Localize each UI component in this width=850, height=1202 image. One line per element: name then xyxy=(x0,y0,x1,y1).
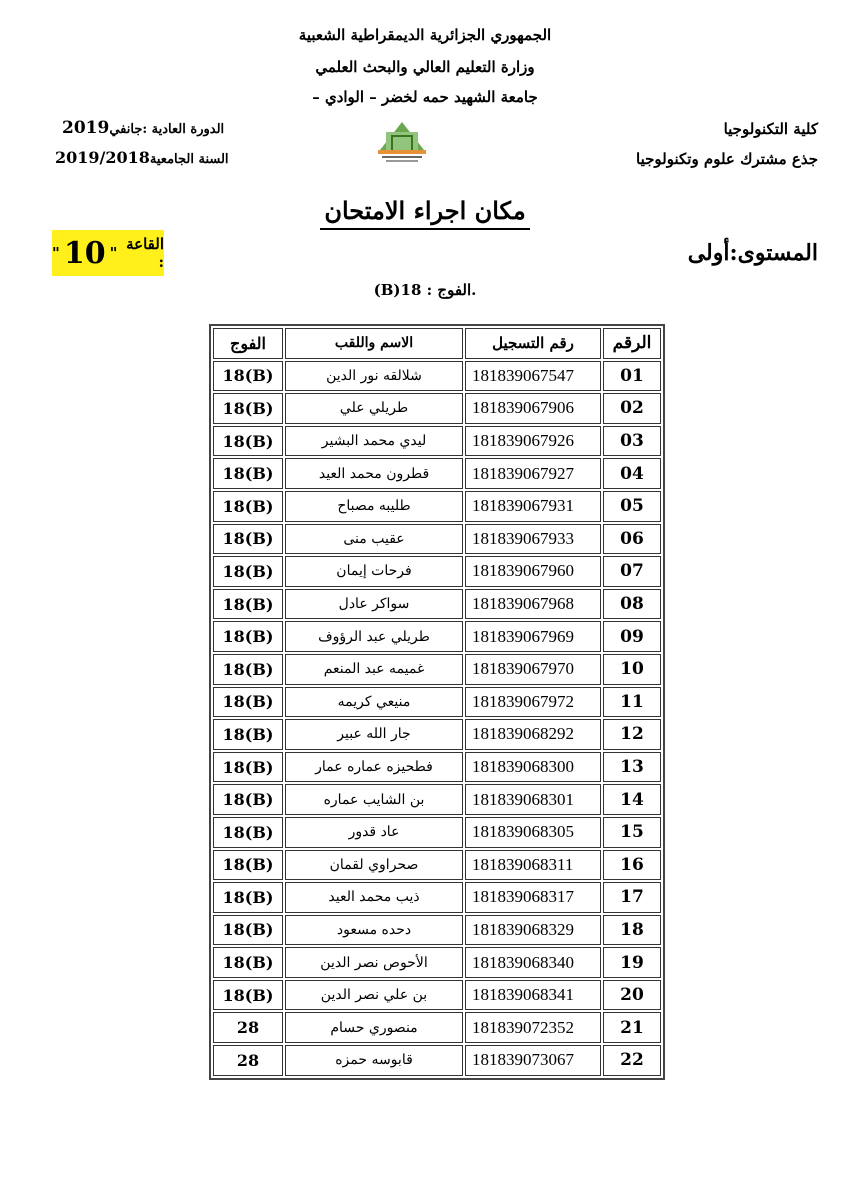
table-row xyxy=(213,752,661,783)
table-row xyxy=(213,1012,661,1043)
row-group: 18(B) xyxy=(213,556,283,587)
row-num: 15 xyxy=(603,817,661,848)
row-name: ليدي محمد البشير xyxy=(285,426,463,457)
republic-title: الجمهوري الجزائرية الديمقراطية الشعبية xyxy=(298,26,552,44)
row-reg: 181839067906 xyxy=(465,393,601,424)
row-num: 06 xyxy=(603,524,661,555)
row-name: قطرون محمد العيد xyxy=(285,458,463,489)
session-label xyxy=(62,118,224,138)
students-table xyxy=(209,324,665,1080)
row-group: 18(B) xyxy=(213,524,283,555)
row-group: 18(B) xyxy=(213,491,283,522)
row-group: 18(B) xyxy=(213,980,283,1011)
row-reg: 181839067968 xyxy=(465,589,601,620)
row-num: 11 xyxy=(603,687,661,718)
row-num: 13 xyxy=(603,752,661,783)
row-reg: 181839067547 xyxy=(465,361,601,392)
table-row xyxy=(213,980,661,1011)
row-group: 28 xyxy=(213,1045,283,1076)
header-num: الرقم xyxy=(603,328,661,359)
row-num: 10 xyxy=(603,654,661,685)
row-name: طريلي علي xyxy=(285,393,463,424)
hall-quote-close: " xyxy=(52,244,60,262)
row-name: سواكر عادل xyxy=(285,589,463,620)
row-num: 21 xyxy=(603,1012,661,1043)
row-reg: 181839068317 xyxy=(465,882,601,913)
row-reg: 181839068341 xyxy=(465,980,601,1011)
row-num: 03 xyxy=(603,426,661,457)
row-num: 12 xyxy=(603,719,661,750)
row-name: فرحات إيمان xyxy=(285,556,463,587)
row-num: 07 xyxy=(603,556,661,587)
row-group: 18(B) xyxy=(213,947,283,978)
table-header-row xyxy=(213,328,661,359)
row-name: شلالقه نور الدين xyxy=(285,361,463,392)
row-reg: 181839072352 xyxy=(465,1012,601,1043)
row-num: 20 xyxy=(603,980,661,1011)
table-row xyxy=(213,426,661,457)
row-group: 18(B) xyxy=(213,654,283,685)
row-group: 18(B) xyxy=(213,752,283,783)
table-row xyxy=(213,784,661,815)
header-group: الفوج xyxy=(213,328,283,359)
row-name: طليبه مصباح xyxy=(285,491,463,522)
table-row xyxy=(213,850,661,881)
group-line: .الفوج : 18(B) xyxy=(373,281,477,299)
hall-quote-open: " xyxy=(109,244,118,262)
row-name: طريلي عبد الرؤوف xyxy=(285,621,463,652)
row-group: 18(B) xyxy=(213,719,283,750)
table-row xyxy=(213,524,661,555)
page-title: مكان اجراء الامتحان xyxy=(0,196,850,225)
table-row xyxy=(213,1045,661,1076)
row-group: 18(B) xyxy=(213,850,283,881)
row-group: 18(B) xyxy=(213,621,283,652)
row-reg: 181839068292 xyxy=(465,719,601,750)
row-num: 02 xyxy=(603,393,661,424)
row-name: الأحوص نصر الدين xyxy=(285,947,463,978)
row-num: 18 xyxy=(603,915,661,946)
row-group: 18(B) xyxy=(213,687,283,718)
row-name: منصوري حسام xyxy=(285,1012,463,1043)
row-num: 16 xyxy=(603,850,661,881)
row-reg: 181839067970 xyxy=(465,654,601,685)
row-group: 18(B) xyxy=(213,426,283,457)
academic-year-label xyxy=(55,148,229,167)
row-reg: 181839068305 xyxy=(465,817,601,848)
university-title: جامعة الشهيد حمه لخضر – الوادي – xyxy=(312,88,538,106)
row-group: 28 xyxy=(213,1012,283,1043)
table-row xyxy=(213,458,661,489)
row-group: 18(B) xyxy=(213,393,283,424)
table-row xyxy=(213,687,661,718)
row-group: 18(B) xyxy=(213,589,283,620)
table-row xyxy=(213,556,661,587)
row-name: بن علي نصر الدين xyxy=(285,980,463,1011)
row-num: 19 xyxy=(603,947,661,978)
table-row xyxy=(213,719,661,750)
row-reg: 181839068329 xyxy=(465,915,601,946)
row-num: 08 xyxy=(603,589,661,620)
table-row xyxy=(213,882,661,913)
row-num: 04 xyxy=(603,458,661,489)
row-name: فطحيزه عماره عمار xyxy=(285,752,463,783)
table-row xyxy=(213,915,661,946)
row-reg: 181839067972 xyxy=(465,687,601,718)
row-name: قابوسه حمزه xyxy=(285,1045,463,1076)
header-name: الاسم واللقب xyxy=(285,328,463,359)
row-name: دحده مسعود xyxy=(285,915,463,946)
row-name: بن الشايب عماره xyxy=(285,784,463,815)
row-group: 18(B) xyxy=(213,361,283,392)
table-row xyxy=(213,654,661,685)
row-name: صحراوي لقمان xyxy=(285,850,463,881)
row-name: جار الله عبير xyxy=(285,719,463,750)
table-row xyxy=(213,393,661,424)
row-reg: 181839067931 xyxy=(465,491,601,522)
hall-number: 10 xyxy=(63,235,106,271)
row-reg: 181839067960 xyxy=(465,556,601,587)
row-name: غميمه عبد المنعم xyxy=(285,654,463,685)
faculty-label: كلية التكنولوجيا xyxy=(723,120,818,138)
university-logo-icon xyxy=(372,112,432,164)
level-label: المستوى:أولى xyxy=(687,240,818,266)
session-year: 2019 xyxy=(62,118,110,138)
row-reg: 181839068300 xyxy=(465,752,601,783)
ministry-title: وزارة التعليم العالي والبحث العلمي xyxy=(315,58,535,76)
row-name: منيعي كريمه xyxy=(285,687,463,718)
row-num: 09 xyxy=(603,621,661,652)
row-num: 14 xyxy=(603,784,661,815)
academic-year-text: السنة الجامعية xyxy=(149,152,229,167)
row-num: 05 xyxy=(603,491,661,522)
table-row xyxy=(213,817,661,848)
table-row xyxy=(213,589,661,620)
header-reg: رقم التسجيل xyxy=(465,328,601,359)
row-group: 18(B) xyxy=(213,882,283,913)
row-reg: 181839068340 xyxy=(465,947,601,978)
row-name: عقيب منى xyxy=(285,524,463,555)
row-reg: 181839073067 xyxy=(465,1045,601,1076)
row-reg: 181839067933 xyxy=(465,524,601,555)
row-group: 18(B) xyxy=(213,817,283,848)
hall-badge xyxy=(52,230,164,276)
table-row xyxy=(213,361,661,392)
row-group: 18(B) xyxy=(213,458,283,489)
row-num: 22 xyxy=(603,1045,661,1076)
academic-year-value: 2019/2018 xyxy=(55,148,150,167)
table-row xyxy=(213,491,661,522)
row-reg: 181839068311 xyxy=(465,850,601,881)
row-reg: 181839068301 xyxy=(465,784,601,815)
row-group: 18(B) xyxy=(213,784,283,815)
row-reg: 181839067927 xyxy=(465,458,601,489)
row-group: 18(B) xyxy=(213,915,283,946)
department-label: جذع مشترك علوم وتكنولوجيا xyxy=(636,150,818,168)
table-row xyxy=(213,621,661,652)
row-num: 17 xyxy=(603,882,661,913)
hall-label: القاعة : xyxy=(126,235,164,271)
row-name: ذيب محمد العيد xyxy=(285,882,463,913)
row-num: 01 xyxy=(603,361,661,392)
session-text: الدورة العادية :جانفي xyxy=(109,122,225,137)
table-row xyxy=(213,947,661,978)
row-reg: 181839067969 xyxy=(465,621,601,652)
row-reg: 181839067926 xyxy=(465,426,601,457)
row-name: عاد قدور xyxy=(285,817,463,848)
